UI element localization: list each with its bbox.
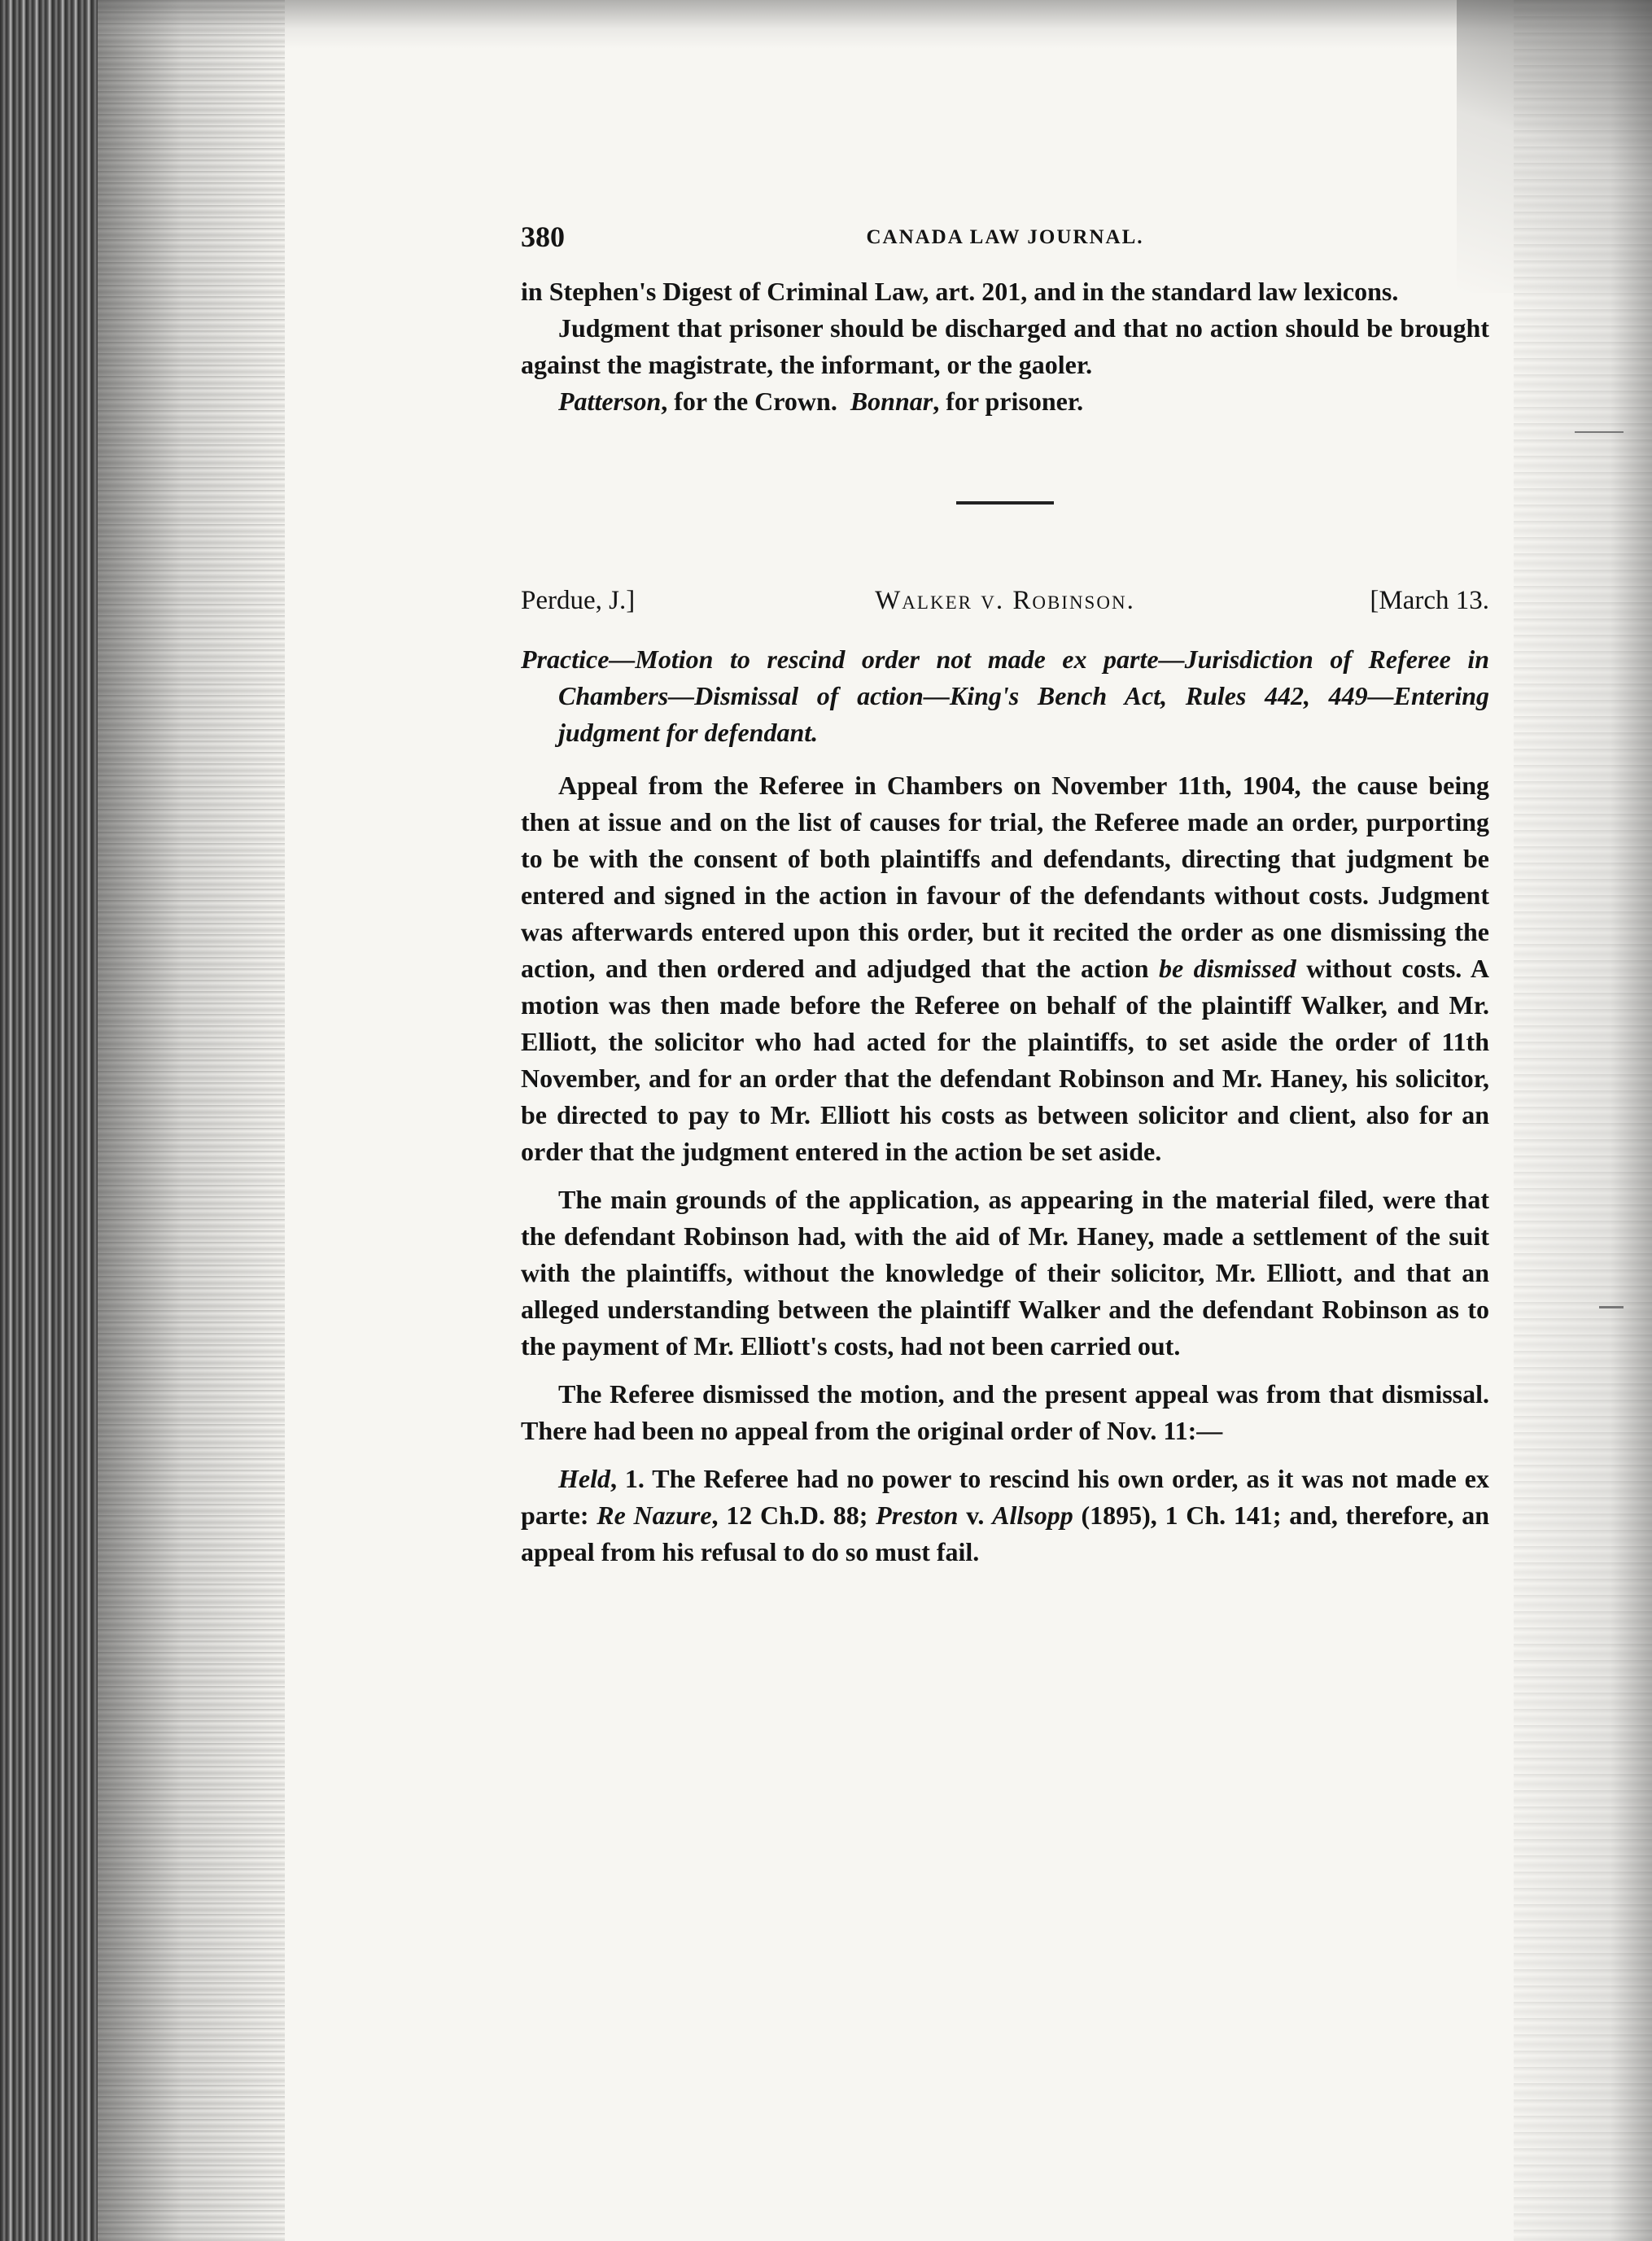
case-date: [March 13. (1370, 586, 1489, 615)
section-divider (956, 501, 1054, 505)
held-paragraph (521, 1461, 1489, 1570)
held-text: , 1. The Referee had no power to rescind his own order, as it was not made ex parte: (521, 1464, 1489, 1530)
crown-counsel: Patterson (558, 387, 662, 416)
margin-mark (1575, 431, 1624, 433)
citation: Preston (876, 1501, 959, 1530)
case-judge: Perdue, J.] (521, 586, 636, 615)
body-emphasis: be dismissed (1158, 954, 1296, 983)
margin-mark (1599, 1306, 1624, 1308)
held-text: , 12 Ch.D. 88; (711, 1501, 876, 1530)
body-paragraph-2: The main grounds of the application, as appearing in the material filed, were that the defendant Robinson had, with the aid of Mr. Haney, made a settlement of the suit with the plaintiffs, without the knowledge of their solicitor, Mr. Elliott, and that an alleged understanding between the plaintiff Walker and the defendant Robinson as to the payment of Mr. Elliott's costs, had not been carried out. (521, 1185, 1489, 1361)
body-paragraph-1 (521, 767, 1489, 1170)
held-text: v. (958, 1501, 993, 1530)
top-edge-shadow (98, 0, 1652, 49)
body-text: Appeal from the Referee in Chambers on November 11th, 1904, the cause being then at issue and on the list of causes for trial, the Referee made an order, purporting to be with the consent of both plaintiffs and defendants, directing that judgment be entered and signed in the action in favour of the defendants without costs. Judgment was afterwards entered upon this order, but it recited the order as one dismissing the action, and then ordered and adjudged that the action (521, 771, 1489, 983)
binding-shadow (98, 0, 285, 2241)
crown-text: , for the Crown. (661, 387, 837, 416)
prisoner-counsel: Bonnar (850, 387, 933, 416)
headnote: Practice—Motion to rescind order not made ex parte—Jurisdiction of Referee in Chambers—Dismissal of action—King's Bench Act, Rules 442, 449—Entering judgment for defendant. (521, 644, 1489, 747)
text-column (521, 220, 1489, 1570)
held-text: (1895), 1 Ch. 141; and, therefore, an appeal from his refusal to do so must fail. (521, 1501, 1490, 1566)
page-number: 380 (521, 221, 565, 253)
case-title: Walker v. Robinson. (875, 586, 1135, 615)
right-page-edge (1514, 0, 1652, 2241)
counsel-line (521, 383, 1489, 420)
previous-case-text: in Stephen's Digest of Criminal Law, art. 201, and in the standard law lexicons. (521, 277, 1399, 306)
prisoner-text: , for prisoner. (933, 387, 1084, 416)
citation: Re Nazure (597, 1501, 712, 1530)
body-paragraph-3: The Referee dismissed the motion, and the present appeal was from that dismissal. There had been no appeal from the original order of Nov. 11:— (521, 1379, 1489, 1445)
held-label: Held (558, 1464, 610, 1493)
body-text: without costs. A motion was then made before the Referee on behalf of the plaintiff Walker, and Mr. Elliott, the solicitor who had acted for the plaintiffs, to set aside the order of 11th November, and for an order that the defendant Robinson and Mr. Haney, his solicitor, be directed to pay to Mr. Elliott his costs as between solicitor and client, also for an order that the judgment entered in the action be set aside. (521, 954, 1490, 1166)
journal-title: CANADA LAW JOURNAL. (866, 226, 1144, 248)
case-heading (521, 586, 1489, 627)
previous-case-judgment: Judgment that prisoner should be discharged and that no action should be brought against the magistrate, the informant, or the gaoler. (521, 313, 1489, 379)
citation: Allsopp (992, 1501, 1073, 1530)
running-head (521, 220, 1489, 269)
book-binding-edge (0, 0, 98, 2241)
